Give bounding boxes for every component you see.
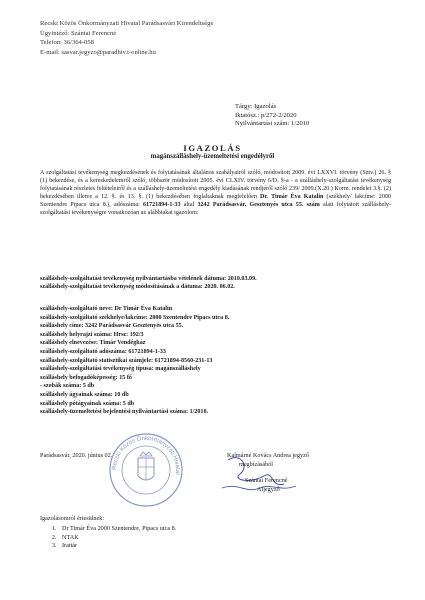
signatory-line-1: Kalmárné Kovács Andrea jegyző bbox=[227, 452, 309, 459]
signatory-name: Szántai Ferencné bbox=[245, 477, 288, 485]
body-address: (székhely/ lakcíme: 2000 Szentendre Pipacs utca 8.), adószáma: bbox=[40, 194, 391, 208]
phone: Telefon: 36/364-058 bbox=[40, 39, 94, 47]
provider-name-inline: Dr. Timár Éva Katalin bbox=[260, 194, 324, 200]
fact-row: - szobák száma: 5 db bbox=[40, 383, 95, 390]
fact-row: szálláshely címe: 3242 Parádsasvár Gesztenyés utca 55. bbox=[40, 323, 184, 330]
fact-row: szálláshely-szolgáltató adószáma: 61721894-1-33 bbox=[40, 348, 166, 355]
fact-row: szálláshely-szolgáltató neve: Dr Timár Éva Katalin bbox=[40, 306, 173, 312]
site-address-inline: 3242 Parádsasvár, Gesztenyés utca 55. szám bbox=[197, 202, 320, 208]
letterhead bbox=[40, 19, 213, 57]
administrator: Ügyintéző: Szántai Ferencné bbox=[40, 29, 117, 37]
body-intro: A szolgáltatási tevékenység megkezdésének és folytatásának általános szabályairól szóló, módosított 2009. évi LXXVI. törvény (Sztv.) 26. § (1) bekezdése, és a kereskedelemről szóló, többször módosított 2005. évi CLXIV. törvény 6/D. §-a - a szálláshely-szolgáltatási tevékenység folytatásának részletes feltételeiről és a szálláshely-üzemeltetési engedély kiadásának rendjéről szóló 239/ 2009.(X.20.) Korm. rendelet 3.§. (2) bekezdésében illetve a 12. §. és 13. §. (1) bekezdésében foglaltaknak megfelelően bbox=[40, 170, 391, 200]
fact-row: szálláshely befogadóképesség: 15 fő bbox=[40, 374, 132, 381]
modification-date: szálláshely-szolgáltatási tevékenység módosításának a dátuma: 2020. 06.02. bbox=[40, 284, 235, 291]
body-by: által bbox=[183, 202, 195, 208]
document-title: IGAZOLÁS bbox=[183, 143, 242, 153]
email: E-mail: sasvar.jegyzo@paradhiv.t-online.hu bbox=[40, 48, 156, 56]
fact-row: szálláshely helyrajzi száma: Hrsz: 192/3 bbox=[40, 331, 144, 338]
registration-date: szálláshely-szolgáltatási tevékenység nyilvántartásba vételének dátuma: 2010.03.09. bbox=[40, 276, 257, 282]
svg-text:Recski Közös Önkormányzati Hiv: Recski Közös Önkormányzati Hivatal bbox=[111, 435, 181, 475]
body-paragraph bbox=[40, 169, 391, 217]
notification-list bbox=[40, 515, 176, 551]
document-subtitle: magánszálláshely-üzemeltetési engedélyről bbox=[150, 153, 275, 160]
body-closing: alatt folytatott szálláshely-szolgáltatási tevékenységre vonatkozóan az alábbiakat igazolom: bbox=[40, 202, 391, 216]
signature-block bbox=[225, 452, 309, 495]
registry-number: Nyilvántartási szám: 1/2010 bbox=[235, 120, 310, 128]
fact-row: szálláshely elnevezése: Timár Vendégház bbox=[40, 340, 146, 347]
recipient-item: 1. Dr Timár Éva 2000 Szentendre, Pipacs utca 8. bbox=[58, 525, 176, 534]
subject: Tárgy: Igazolás bbox=[235, 103, 277, 110]
fact-row: szálláshely-szolgáltató székhelye/lakcíme: 2000 Szentendre Pipacs utca 8. bbox=[40, 314, 230, 321]
fact-row: szálláshely-szolgáltató statisztikai számjele: 61721894-8560-231-13 bbox=[40, 357, 213, 364]
fact-row: szálláshely-üzemeltetési bejelentési nyilvántartási száma: 1/2010. bbox=[40, 409, 209, 416]
fact-row: szálláshely-szolgáltatási tevékenység típusa: magánszálláshely bbox=[40, 366, 201, 373]
signatory-title: Aljegyző bbox=[257, 486, 280, 494]
recipient-item: 2. NTAK bbox=[58, 534, 176, 543]
office-name: Recski Közös Önkormányzati Hivatal Parádsasvári Kirendeltsége bbox=[40, 20, 214, 27]
file-number: Iktatósz.: p/272-2/2020 bbox=[235, 111, 297, 119]
fact-row: szálláshely ágyainak száma: 10 db bbox=[40, 391, 129, 398]
place-and-date: Parádsasvár, 2020. június 02. bbox=[40, 452, 113, 459]
official-stamp bbox=[108, 432, 184, 508]
notification-heading: Igazolásomról értesülnek: bbox=[40, 515, 105, 522]
signatory-line-2: megbízásából bbox=[239, 460, 274, 468]
registration-dates bbox=[40, 275, 257, 291]
facts-list bbox=[40, 305, 229, 417]
document-meta bbox=[235, 103, 309, 129]
recipients-list bbox=[40, 525, 176, 551]
recipient-item: 3. Irattár bbox=[58, 542, 176, 551]
tax-number-inline: 61721894-1-33 bbox=[142, 202, 181, 208]
fact-row: szálláshely pótágyainak száma: 5 db bbox=[40, 400, 135, 407]
